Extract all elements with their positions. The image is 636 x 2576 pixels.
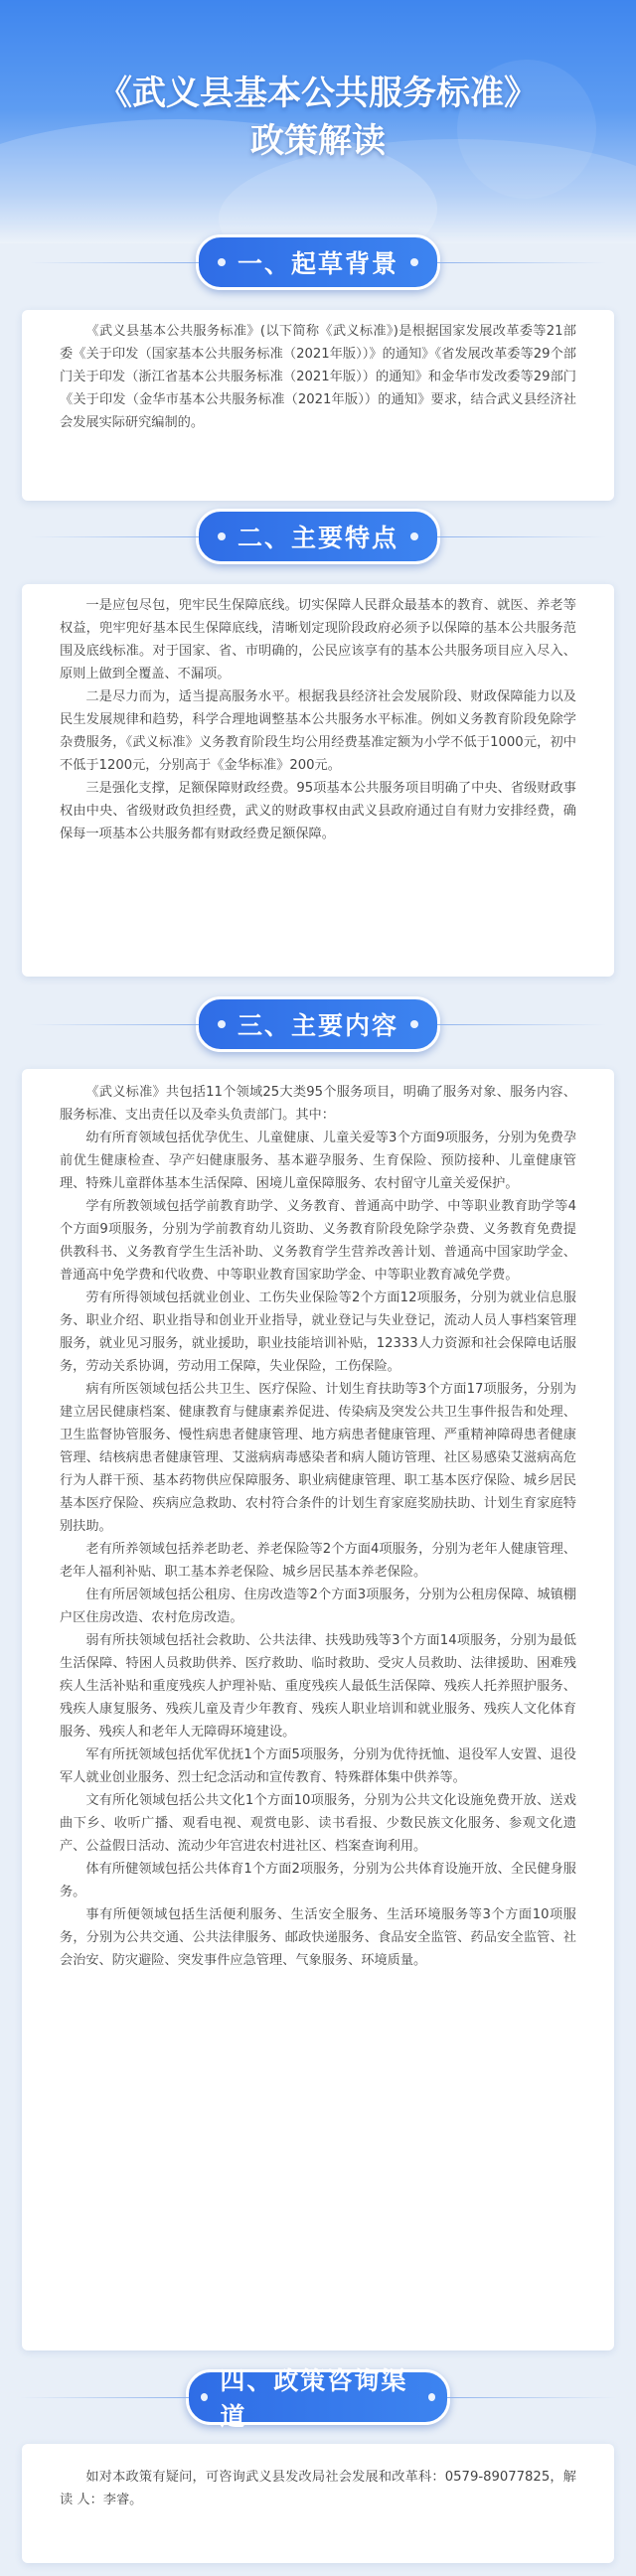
section-paragraph: 军有所抚领域包括优军优抚1个方面5项服务，分别为优待抚恤、退役军人安置、退役军人就业创业服务、烈士纪念活动和宣传教育、特殊群体集中供养等。 — [60, 1747, 576, 1785]
section-paragraph: 病有所医领域包括公共卫生、医疗保险、计划生育扶助等3个方面17项服务，分别为建立居民健康档案、健康教育与健康素养促进、传染病及突发公共卫生事件报告和处理、卫生监督协管服务、慢性病患者健康管理、地方病患者健康管理、严重精神障碍患者健康管理、结核病患者健康管理、艾滋病病毒感染者和病人随访管理、社区易感染艾滋病高危行为人群干预、基本药物供应保障服务、职业病健康管理、职工基本医疗保险、城乡居民基本医疗保险、疾病应急救助、农村符合条件的计划生育家庭奖励扶助、计划生育家庭特别扶助。 — [60, 1382, 576, 1534]
dot-icon — [410, 258, 418, 266]
page-title-line1: 《武义县基本公共服务标准》 — [98, 74, 538, 113]
section-paragraph: 住有所居领域包括公租房、住房改造等2个方面3项服务，分别为公租房保障、城镇棚户区住房改造、农村危房改造。 — [60, 1588, 576, 1625]
section-paragraph: 劳有所得领域包括就业创业、工伤失业保险等2个方面12项服务，分别为就业信息服务、职业介绍、职业指导和创业开业指导，就业登记与失业登记，流动人员人事档案管理服务，就业见习服务，就业援助，职业技能培训补贴，12333人力资源和社会保障电话服务，劳动关系协调，劳动用工保障，失业保险，工伤保险。 — [60, 1290, 576, 1374]
section-paragraph: 学有所教领域包括学前教育助学、义务教育、普通高中助学、中等职业教育助学等4个方面9项服务，分别为学前教育幼儿资助、义务教育阶段免除学杂费、义务教育免费提供教科书、义务教育学生生活补助、义务教育学生营养改善计划、普通高中国家助学金、普通高中免学费和代收费、中等职业教育国家助学金、中等职业教育减免学费。 — [60, 1199, 576, 1283]
section-heading-text: 三、主要内容 — [237, 1011, 398, 1040]
header-banner — [0, 0, 636, 243]
section-heading-text: 四、政策咨询渠道 — [220, 2366, 408, 2431]
section-heading-main-features — [196, 509, 440, 564]
section-paragraph: 《武义标准》共包括11个领域25大类95个服务项目，明确了服务对象、服务内容、服务标准、支出责任以及牵头负责部门。其中： — [60, 1085, 576, 1123]
section-paragraph: 老有所养领域包括养老助老、养老保险等2个方面4项服务，分别为老年人健康管理、老年人福利补贴、职工基本养老保险、城乡居民基本养老保险。 — [60, 1542, 576, 1580]
section-heading-text: 二、主要特点 — [237, 524, 398, 552]
section-paragraph: 文有所化领域包括公共文化1个方面10项服务，分别为公共文化设施免费开放、送戏曲下乡、收听广播、观看电视、观赏电影、读书看报、少数民族文化服务、参观文化遗产、公益假日活动、流动少年宫进农村进社区、档案查询利用。 — [60, 1793, 576, 1854]
section-heading-consultation — [186, 2366, 450, 2431]
section-paragraph: 体有所健领域包括公共体育1个方面2项服务，分别为公共体育设施开放、全民健身服务。 — [60, 1862, 576, 1899]
section-paragraph: 二是尽力而为，适当提高服务水平。根据我县经济社会发展阶段、财政保障能力以及民生发展规律和趋势，科学合理地调整基本公共服务水平标准。例如义务教育阶段免除学杂费服务，《武义标准》义务教育阶段生均公用经费基准定额为小学不低于1000元，初中不低于1200元，分别高于《金华标准》200元。 — [60, 689, 576, 773]
section-paragraph: 弱有所扶领域包括社会救助、公共法律、扶残助残等3个方面14项服务，分别为最低生活保障、特困人员救助供养、医疗救助、临时救助、受灾人员救助、法律援助、困难残疾人生活补贴和重度残疾人护理补贴、重度残疾人最低生活保障、残疾人托养照护服务、残疾人康复服务、残疾儿童及青少年教育、残疾人职业培训和就业服务、残疾人文化体育服务、残疾人和老年人无障碍环境建设。 — [60, 1633, 576, 1740]
dot-icon — [428, 2393, 435, 2401]
dot-icon — [218, 1020, 226, 1028]
section-heading-text: 一、起草背景 — [237, 249, 398, 278]
section-heading-background — [196, 234, 440, 290]
dot-icon — [410, 1020, 418, 1028]
dot-icon — [410, 532, 418, 540]
section-heading-main-content — [196, 996, 440, 1052]
section-card-main-features — [22, 584, 614, 977]
section-paragraph: 如对本政策有疑问，可咨询武义县发改局社会发展和改革科：0579-89077825，解 读 人：李睿。 — [60, 2470, 576, 2507]
dot-icon — [218, 258, 226, 266]
section-paragraph: 事有所便领域包括生活便利服务、生活安全服务、生活环境服务等3个方面10项服务，分别为公共交通、公共法律服务、邮政快递服务、食品安全监管、药品安全监管、社会治安、防灾避险、突发事件应急管理、气象服务、环境质量。 — [60, 1907, 576, 1968]
page-title-line2: 政策解读 — [250, 121, 386, 161]
section-card-main-content — [22, 1069, 614, 2350]
section-paragraph: 一是应包尽包，兜牢民生保障底线。切实保障人民群众最基本的教育、就医、养老等权益，兜牢兜好基本民生保障底线，清晰划定现阶段政府必须予以保障的基本公共服务范围及底线标准。对于国家、省、市明确的，公民应该享有的基本公共服务项目应入尽入、原则上做到全覆盖、不漏项。 — [60, 598, 576, 682]
section-paragraph: 幼有所育领域包括优孕优生、儿童健康、儿童关爱等3个方面9项服务，分别为免费孕前优生健康检查、孕产妇健康服务、基本避孕服务、生育保险、预防接种、儿童健康管理、特殊儿童群体基本生活保障、困境儿童保障服务、农村留守儿童关爱保护。 — [60, 1131, 576, 1191]
section-paragraph: 三是强化支撑，足额保障财政经费。95项基本公共服务项目明确了中央、省级财政事权由中央、省级财政负担经费，武义的财政事权由武义县政府通过自有财力安排经费，确保每一项基本公共服务都有财政经费足额保障。 — [60, 781, 576, 841]
section-card-background — [22, 310, 614, 501]
section-paragraph: 《武义县基本公共服务标准》(以下简称《武义标准》)是根据国家发展改革委等21部委《关于印发（国家基本公共服务标准（2021年版））》的通知》《省发展改革委等29个部门关于印发（浙江省基本公共服务标准（2021年版））的通知》和金华市发改委等29部门《关于印发（金华市基本公共服务标准（2021年版））的通知》要求，结合武义县经济社会发展实际研究编制的。 — [60, 324, 576, 430]
section-card-consultation — [22, 2444, 614, 2563]
dot-icon — [201, 2393, 208, 2401]
dot-icon — [218, 532, 226, 540]
page-title — [20, 70, 616, 165]
